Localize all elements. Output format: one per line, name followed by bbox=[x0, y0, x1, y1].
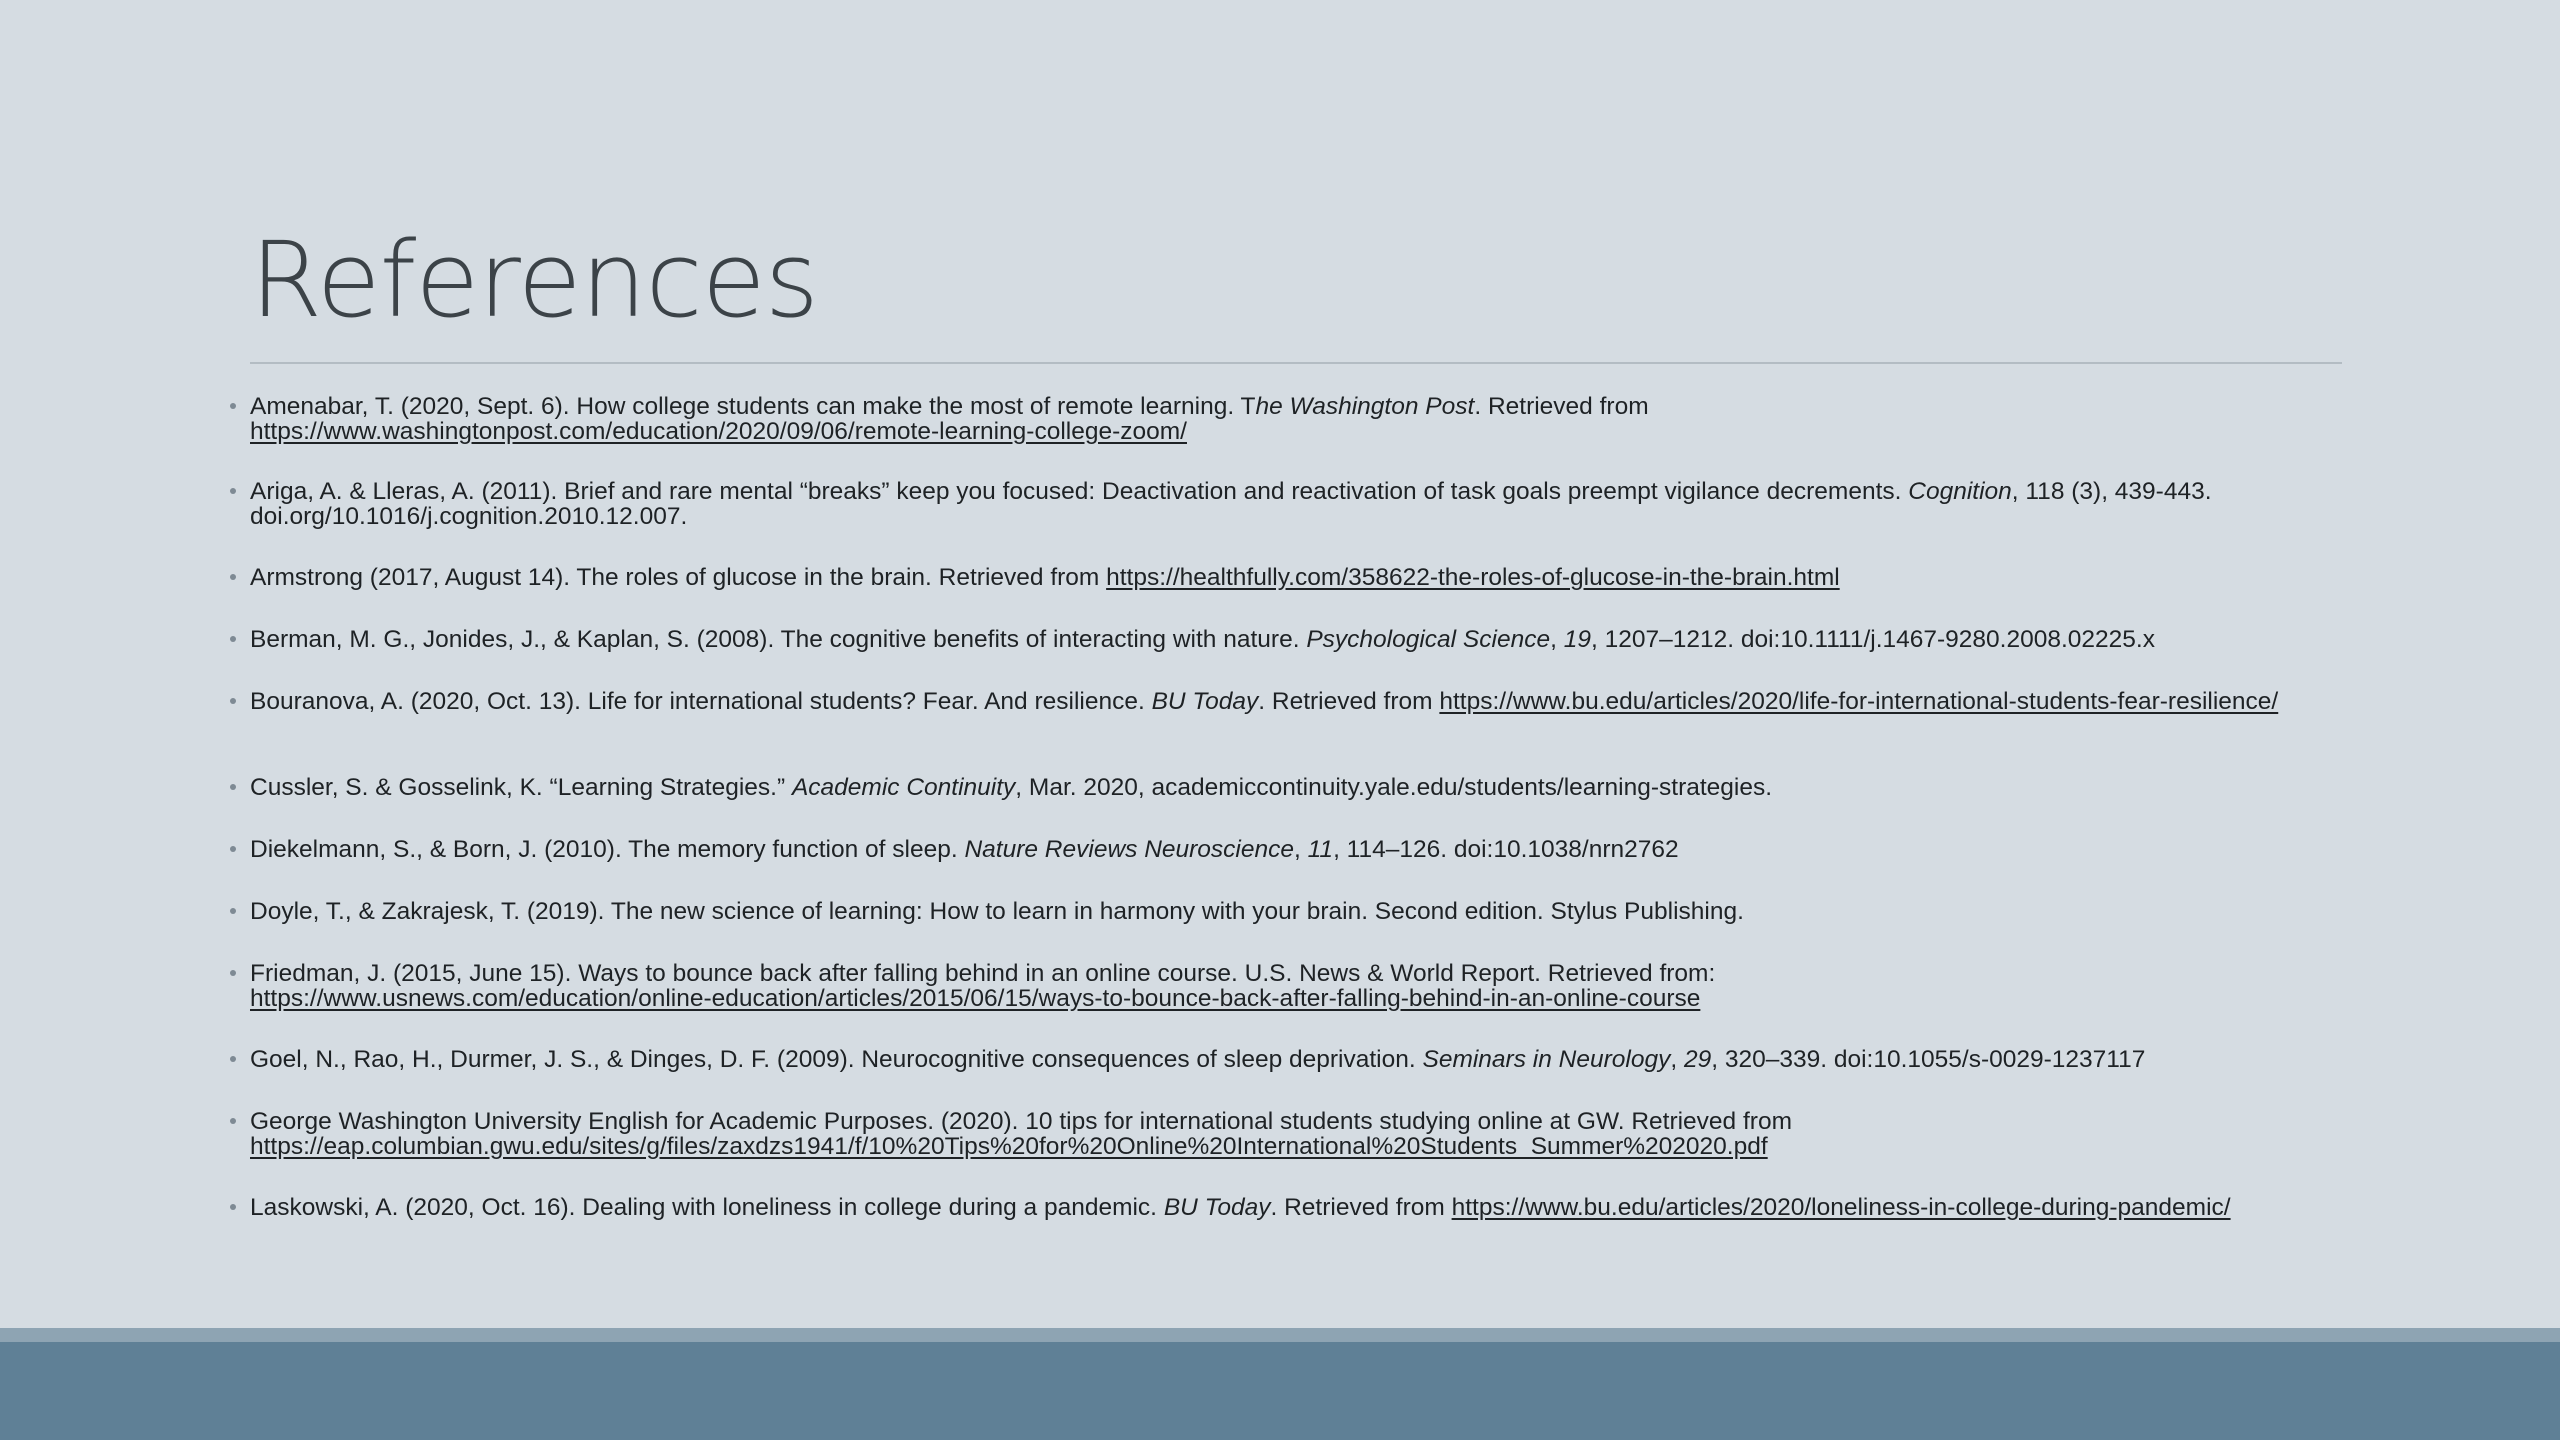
reference-source: Cognition bbox=[1908, 478, 2012, 505]
bullet-icon bbox=[230, 846, 236, 852]
bullet-icon bbox=[230, 970, 236, 976]
bullet-icon bbox=[230, 636, 236, 642]
reference-list bbox=[226, 390, 2356, 1245]
reference-source: Psychological Science bbox=[1306, 626, 1551, 653]
reference-link[interactable]: https://www.bu.edu/articles/2020/loneliness-in-college-during-pandemic/ bbox=[1451, 1194, 2231, 1221]
reference-link[interactable]: https://eap.columbian.gwu.edu/sites/g/files/zaxdzs1941/f/10%20Tips%20for%20Online%20International%20Students_Summer%202020.pdf bbox=[250, 1133, 1768, 1160]
reference-source: Seminars in Neurology bbox=[1422, 1046, 1671, 1073]
reference-source: BU Today bbox=[1151, 688, 1259, 715]
reference-item bbox=[226, 775, 2356, 800]
reference-text: Bouranova, A. (2020, Oct. 13). Life for international students? Fear. And resilience. bbox=[250, 688, 1152, 715]
reference-item: Diekelmann, S., & Born, J. (2010). The memory function of sleep. Nature Reviews Neuroscience, 11, 114–126. doi:10.1038/nrn2762 bbox=[226, 837, 2356, 862]
reference-link[interactable]: https://www.washingtonpost.com/education/2020/09/06/remote-learning-college-zoom/ bbox=[250, 418, 1187, 445]
reference-text: Diekelmann, S., & Born, J. (2010). The memory function of sleep. bbox=[250, 836, 965, 863]
reference-volume: 11 bbox=[1307, 836, 1334, 863]
title-divider bbox=[250, 362, 2342, 364]
reference-item bbox=[226, 565, 2356, 590]
reference-text-end: , 114–126. doi:10.1038/nrn2762 bbox=[1333, 836, 1679, 863]
reference-text-end: . Retrieved from bbox=[1258, 688, 1440, 715]
reference-text: Berman, M. G., Jonides, J., & Kaplan, S. (2008). The cognitive benefits of interacting with nature. bbox=[250, 626, 1307, 653]
reference-text-end: . Retrieved from bbox=[1474, 393, 1649, 420]
bullet-icon bbox=[230, 784, 236, 790]
reference-item bbox=[226, 1109, 2356, 1159]
reference-text: Amenabar, T. (2020, Sept. 6). How college students can make the most of remote learning. T bbox=[250, 393, 1256, 420]
bullet-icon bbox=[230, 1118, 236, 1124]
reference-item: Berman, M. G., Jonides, J., & Kaplan, S. (2008). The cognitive benefits of interacting with nature. Psychological Science, 19, 1207–1212. doi:10.1111/j.1467-9280.2008.02225.x bbox=[226, 627, 2356, 652]
bullet-icon bbox=[230, 698, 236, 704]
reference-text-end: , Mar. 2020, academiccontinuity.yale.edu/students/learning-strategies. bbox=[1015, 774, 1773, 801]
bullet-icon bbox=[230, 574, 236, 580]
reference-source: Nature Reviews Neuroscience bbox=[964, 836, 1294, 863]
reference-text-end: , 320–339. doi:10.1055/s-0029-1237117 bbox=[1711, 1046, 2146, 1073]
bullet-icon bbox=[230, 1204, 236, 1210]
bullet-icon bbox=[230, 488, 236, 494]
footer-accent-stripe bbox=[0, 1328, 2560, 1342]
reference-text-end: , 1207–1212. doi:10.1111/j.1467-9280.2008.02225.x bbox=[1590, 626, 2155, 653]
reference-text: Laskowski, A. (2020, Oct. 16). Dealing with loneliness in college during a pandemic. bbox=[250, 1194, 1164, 1221]
reference-item bbox=[226, 479, 2356, 529]
footer-bar bbox=[0, 1342, 2560, 1440]
bullet-icon bbox=[230, 403, 236, 409]
reference-source: BU Today bbox=[1163, 1194, 1271, 1221]
slide-title: References bbox=[250, 219, 818, 341]
reference-source: Academic Continuity bbox=[791, 774, 1016, 801]
reference-link[interactable]: https://www.bu.edu/articles/2020/life-for-international-students-fear-resilience/ bbox=[1439, 688, 2279, 715]
reference-item bbox=[226, 899, 2356, 924]
reference-text-end: . Retrieved from bbox=[1270, 1194, 1452, 1221]
reference-source: he Washington Post bbox=[1255, 393, 1475, 420]
reference-text: Cussler, S. & Gosselink, K. “Learning Strategies.” bbox=[250, 774, 792, 801]
bullet-icon bbox=[230, 1056, 236, 1062]
reference-item bbox=[226, 689, 2356, 739]
reference-volume: 29 bbox=[1683, 1046, 1712, 1073]
bullet-icon bbox=[230, 908, 236, 914]
reference-text: Goel, N., Rao, H., Durmer, J. S., & Dinges, D. F. (2009). Neurocognitive consequences of sleep deprivation. bbox=[250, 1046, 1423, 1073]
reference-text: Armstrong (2017, August 14). The roles of glucose in the brain. Retrieved from bbox=[250, 564, 1107, 591]
reference-item bbox=[226, 1195, 2356, 1245]
reference-link[interactable]: https://www.usnews.com/education/online-education/articles/2015/06/15/ways-to-bounce-back-after-falling-behind-in-an-online-course bbox=[250, 985, 1701, 1012]
reference-text: Ariga, A. & Lleras, A. (2011). Brief and rare mental “breaks” keep you focused: Deactivation and reactivation of task goals preempt vigilance decrements. bbox=[250, 478, 1909, 505]
reference-item: Goel, N., Rao, H., Durmer, J. S., & Dinges, D. F. (2009). Neurocognitive consequences of sleep deprivation. Seminars in Neurology, 29, 320–339. doi:10.1055/s-0029-1237117 bbox=[226, 1047, 2356, 1072]
reference-volume: 19 bbox=[1563, 626, 1591, 653]
reference-text: Friedman, J. (2015, June 15). Ways to bounce back after falling behind in an online course. U.S. News & World Report. Retrieved from: bbox=[250, 960, 1716, 987]
reference-item bbox=[226, 394, 2356, 444]
reference-text: Doyle, T., & Zakrajesk, T. (2019). The new science of learning: How to learn in harmony with your brain. Second edition. Stylus Publishing. bbox=[250, 898, 1744, 925]
reference-link[interactable]: https://healthfully.com/358622-the-roles-of-glucose-in-the-brain.html bbox=[1106, 564, 1840, 591]
reference-text: George Washington University English for Academic Purposes. (2020). 10 tips for international students studying online at GW. Retrieved from bbox=[250, 1108, 1792, 1135]
reference-text-end: , 118 (3), 439-443. doi.org/10.1016/j.cognition.2010.12.007. bbox=[250, 478, 2212, 530]
reference-item bbox=[226, 961, 2356, 1011]
